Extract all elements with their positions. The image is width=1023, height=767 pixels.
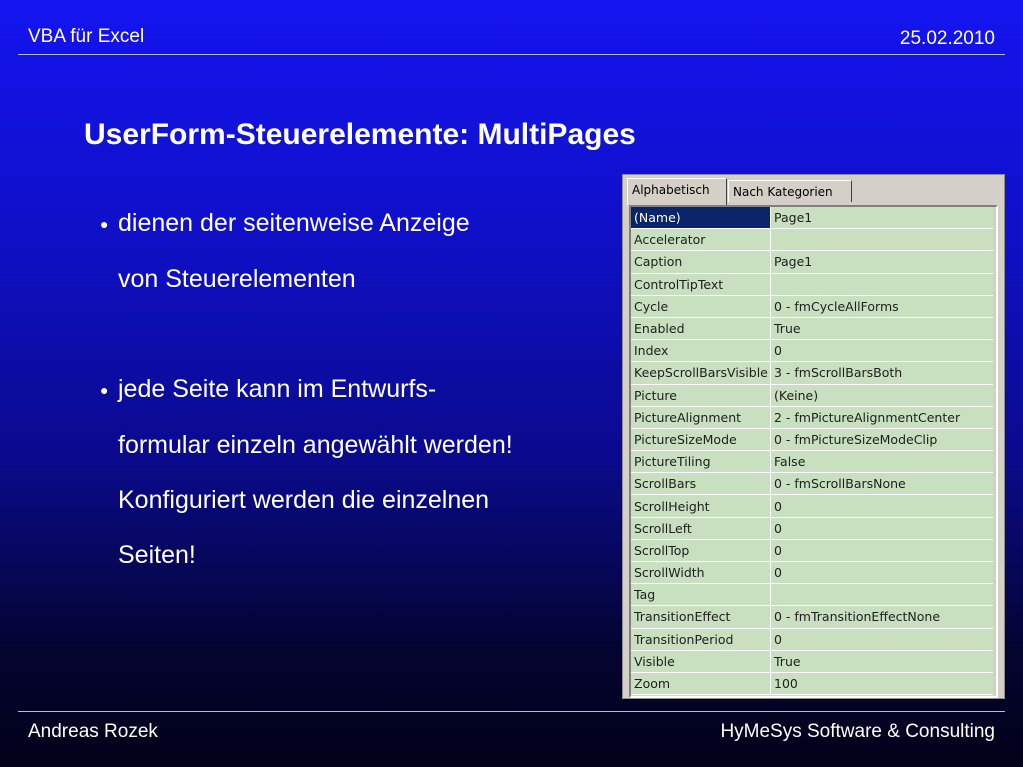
property-name[interactable]: PictureTiling [631, 451, 771, 473]
property-value[interactable] [771, 273, 997, 295]
property-name[interactable]: ScrollLeft [631, 517, 771, 539]
property-name[interactable]: Visible [631, 650, 771, 672]
bullet-text: Konfiguriert werden die einzelnen [118, 485, 490, 514]
property-table [631, 207, 996, 695]
property-grid [629, 205, 998, 698]
property-row[interactable] [631, 584, 996, 606]
property-row[interactable] [631, 273, 996, 295]
property-value[interactable]: 0 [771, 495, 997, 517]
property-name[interactable]: TransitionPeriod [631, 628, 771, 650]
property-value[interactable]: 3 - fmScrollBarsBoth [771, 362, 997, 384]
header-divider [18, 54, 1005, 55]
bullet-icon: ● [100, 215, 109, 232]
bullet-text: formular einzeln angewählt werden! [118, 430, 513, 459]
property-row[interactable] [631, 628, 996, 650]
property-value[interactable]: 100 [771, 672, 997, 694]
property-row[interactable] [631, 295, 996, 317]
property-value[interactable]: Page1 [771, 207, 997, 229]
property-row[interactable] [631, 650, 996, 672]
property-name[interactable]: Index [631, 340, 771, 362]
footer-author: Andreas Rozek [28, 721, 158, 742]
property-row[interactable] [631, 384, 996, 406]
property-value[interactable]: True [771, 317, 997, 339]
property-name[interactable]: Tag [631, 584, 771, 606]
property-name[interactable]: Zoom [631, 672, 771, 694]
property-name[interactable]: Enabled [631, 317, 771, 339]
property-row[interactable] [631, 406, 996, 428]
property-name[interactable]: ScrollBars [631, 473, 771, 495]
property-value[interactable]: 0 - fmPictureSizeModeClip [771, 428, 997, 450]
tab-nach-kategorien[interactable]: Nach Kategorien [728, 180, 852, 202]
property-name[interactable]: ScrollTop [631, 539, 771, 561]
property-value[interactable]: 0 - fmCycleAllForms [771, 295, 997, 317]
property-name[interactable]: Caption [631, 251, 771, 273]
property-value[interactable]: False [771, 451, 997, 473]
property-row[interactable] [631, 340, 996, 362]
property-name[interactable]: TransitionEffect [631, 606, 771, 628]
property-row[interactable] [631, 473, 996, 495]
property-row[interactable] [631, 562, 996, 584]
property-value[interactable]: 0 [771, 539, 997, 561]
bullet-text: Seiten! [118, 540, 196, 569]
property-value[interactable] [771, 229, 997, 251]
property-value[interactable]: Page1 [771, 251, 997, 273]
property-value[interactable]: 0 [771, 517, 997, 539]
property-name[interactable]: Accelerator [631, 229, 771, 251]
bullet-item [100, 196, 513, 252]
bullet-text: dienen der seitenweise Anzeige [118, 209, 470, 237]
property-row[interactable] [631, 428, 996, 450]
footer-company: HyMeSys Software & Consulting [720, 721, 995, 742]
properties-window [622, 174, 1005, 699]
property-row[interactable] [631, 362, 996, 384]
property-value[interactable]: 0 - fmScrollBarsNone [771, 473, 997, 495]
property-row[interactable] [631, 317, 996, 339]
property-name[interactable]: PictureAlignment [631, 406, 771, 428]
property-name[interactable]: ControlTipText [631, 273, 771, 295]
property-value[interactable]: 0 [771, 628, 997, 650]
property-name[interactable]: PictureSizeMode [631, 428, 771, 450]
bullet-list [100, 196, 513, 583]
bullet-text: von Steuerelementen [118, 264, 356, 293]
bullet-item [100, 362, 513, 418]
property-name[interactable]: KeepScrollBarsVisible [631, 362, 771, 384]
property-value[interactable]: True [771, 650, 997, 672]
bullet-text: jede Seite kann im Entwurfs- [118, 374, 437, 403]
property-row[interactable] [631, 539, 996, 561]
property-value[interactable]: (Keine) [771, 384, 997, 406]
property-row[interactable] [631, 672, 996, 694]
footer-divider [18, 711, 1005, 712]
property-row[interactable] [631, 495, 996, 517]
bullet-icon: ● [100, 381, 109, 398]
tab-alphabetisch[interactable]: Alphabetisch [627, 178, 727, 205]
property-row[interactable] [631, 517, 996, 539]
property-row[interactable] [631, 451, 996, 473]
property-value[interactable]: 0 - fmTransitionEffectNone [771, 606, 997, 628]
header-date: 25.02.2010 [899, 28, 995, 49]
property-value[interactable]: 2 - fmPictureAlignmentCenter [771, 406, 997, 428]
property-value[interactable]: 0 [771, 340, 997, 362]
property-row[interactable] [631, 251, 996, 273]
property-value[interactable] [771, 584, 997, 606]
property-name[interactable]: ScrollHeight [631, 495, 771, 517]
property-name[interactable]: ScrollWidth [631, 562, 771, 584]
property-name[interactable]: (Name) [631, 207, 771, 229]
property-row[interactable] [631, 229, 996, 251]
header-left: VBA für Excel [28, 26, 145, 47]
property-row[interactable] [631, 207, 996, 229]
property-name[interactable]: Cycle [631, 295, 771, 317]
property-row[interactable] [631, 606, 996, 628]
grid-scrollbar[interactable] [993, 207, 996, 696]
property-name[interactable]: Picture [631, 384, 771, 406]
property-value[interactable]: 0 [771, 562, 997, 584]
slide-title: UserForm-Steuerelemente: MultiPages [84, 118, 636, 151]
